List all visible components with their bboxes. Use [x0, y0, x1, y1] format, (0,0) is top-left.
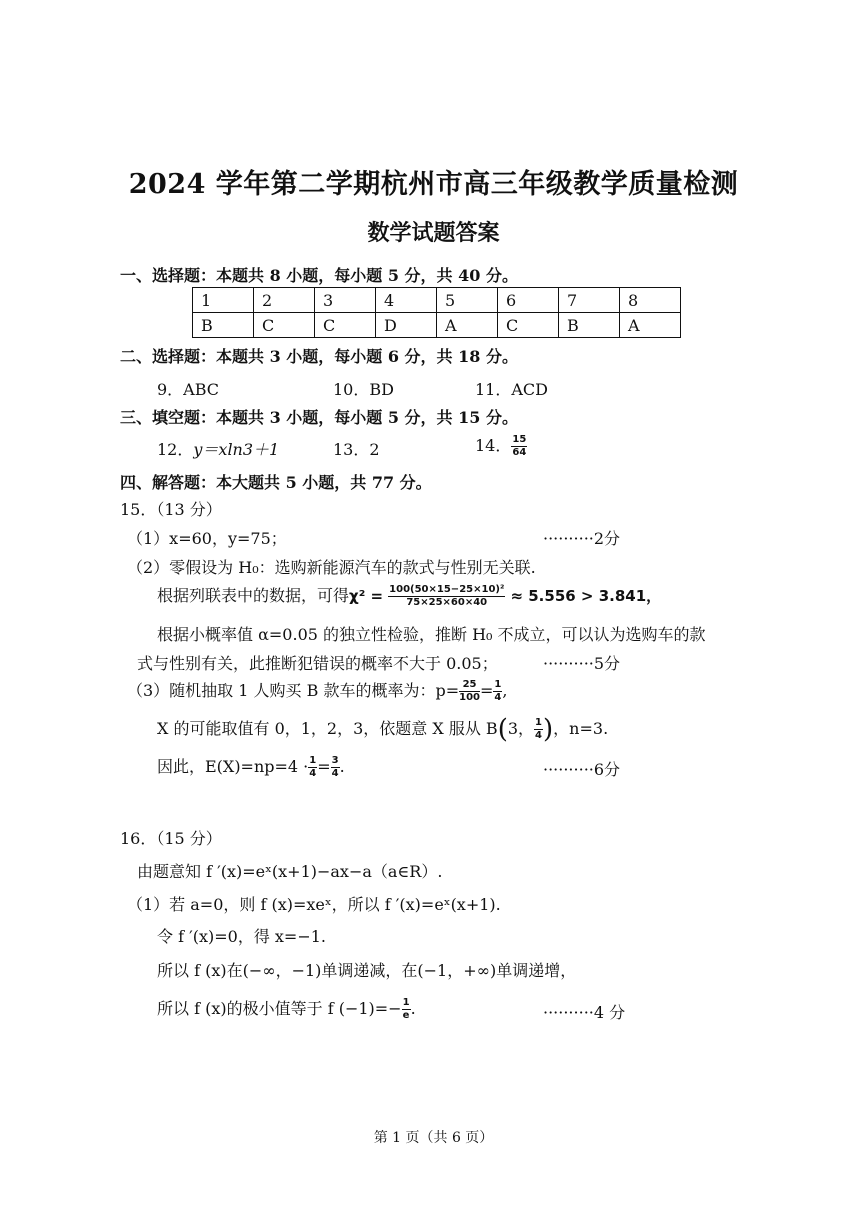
chi-prefix: 根据列联表中的数据，可得 [157, 586, 350, 605]
table-cell: 7 [559, 288, 620, 313]
table-cell: 8 [620, 288, 681, 313]
q15-part3-expectation: 因此，E(X)=np=4 · $\frac{1}{4}$ = $\frac{3}{4}$ . [157, 755, 345, 779]
q15-part2-test: 根据小概率值 α=0.05 的独立性检验，推断 H₀ 不成立，可以认为选购车的款 [157, 625, 706, 644]
table-cell: D [376, 313, 437, 338]
chi-result: ≈ 5.556 > 3.841， [510, 587, 662, 605]
q15-part2-hypothesis: （2）零假设为 H₀：选购新能源汽车的款式与性别无关联. [127, 558, 536, 577]
answer-q13: 13．2 [333, 440, 380, 459]
paren-open: ( [497, 714, 508, 745]
fraction: $\frac{1}{4}$ [535, 717, 543, 741]
page-subtitle: 数学试题答案 [367, 220, 500, 246]
table-row-numbers [193, 288, 681, 313]
q15-part1-score: ··········2分 [543, 529, 621, 548]
q15-part3-probability: （3）随机抽取 1 人购买 B 款车的概率为：p= $\frac{25}{100}$ = $\frac{1}{4}$ , [127, 679, 508, 703]
page-footer: 第 1 页（共 6 页） [373, 1130, 494, 1146]
q12-answer: y＝xln3＋1 [193, 440, 280, 459]
table-cell: 4 [376, 288, 437, 313]
q12-label: 12． [157, 440, 194, 459]
q16-part1-monotonic: 所以 f (x)在(−∞，−1)单调递减，在(−1，+∞)单调递增， [157, 961, 577, 980]
q16-part1-minimum: 所以 f (x)的极小值等于 f (−1)=− $\frac{1}{e}$ . [157, 997, 416, 1021]
q16-part1-score: ··········4 分 [543, 1003, 626, 1022]
table-cell: C [498, 313, 559, 338]
fraction: $\frac{1}{4}$ [494, 679, 502, 703]
answer-q12 [157, 437, 279, 460]
fraction: $\frac{1}{4}$ [309, 755, 317, 779]
table-cell: A [437, 313, 498, 338]
answer-q14 [475, 433, 527, 458]
q15-header: 15．（13 分） [120, 500, 222, 519]
q15-part1: （1）x=60，y=75； [127, 529, 287, 548]
q15-part2-conclusion: 式与性别有关，此推断犯错误的概率不大于 0.05； [137, 654, 498, 673]
table-cell: 3 [315, 288, 376, 313]
table-cell: 2 [254, 288, 315, 313]
table-row-answers [193, 313, 681, 338]
table-cell: 1 [193, 288, 254, 313]
table-cell: B [193, 313, 254, 338]
table-cell: B [559, 313, 620, 338]
q15-part3-score: ··········6分 [543, 760, 621, 779]
q15-part2-score: ··········5分 [543, 654, 621, 673]
section-2-heading: 二、选择题：本题共 3 小题，每小题 6 分，共 18 分。 [120, 347, 518, 366]
section-4-heading: 四、解答题：本大题共 5 小题，共 77 分。 [120, 473, 432, 492]
answer-q11: 11．ACD [475, 380, 548, 399]
q16-part1-critical: 令 f ′(x)=0，得 x=−1. [157, 927, 327, 946]
table-cell: C [315, 313, 376, 338]
chi-symbol: χ² = [349, 587, 384, 605]
answer-q10: 10．BD [333, 380, 394, 399]
answer-q9: 9．ABC [157, 380, 220, 399]
table-cell: 5 [437, 288, 498, 313]
q16-part1-case: （1）若 a=0，则 f (x)=xeˣ，所以 f ′(x)=eˣ(x+1). [127, 895, 501, 914]
fraction: $\frac{25}{100}$ [459, 679, 480, 703]
q14-fraction: $\frac{15}{64}$ [512, 434, 527, 458]
answer-table [192, 287, 681, 338]
q15-part3-distribution: X 的可能取值有 0，1，2，3，依题意 X 服从 B(3， $\frac{1}{4}$ )，n=3. [157, 714, 609, 745]
q16-header: 16．（15 分） [120, 829, 222, 848]
q15-part2-chi [157, 583, 661, 608]
fraction: $\frac{3}{4}$ [331, 755, 339, 779]
q16-intro: 由题意知 f ′(x)=eˣ(x+1)−ax−a（a∈R）. [137, 862, 443, 881]
page-title: 2024 学年第二学期杭州市高三年级教学质量检测 [128, 169, 739, 200]
section-3-heading: 三、填空题：本题共 3 小题，每小题 5 分，共 15 分。 [120, 408, 518, 427]
fraction: $\frac{1}{e}$ [402, 997, 410, 1021]
table-cell: A [620, 313, 681, 338]
table-cell: C [254, 313, 315, 338]
section-1-heading: 一、选择题：本题共 8 小题，每小题 5 分，共 40 分。 [120, 266, 518, 285]
chi-fraction: $\frac{\text{100(50×15−25×10)²}}{75\times 25\times 60\times 40}$ [389, 584, 505, 608]
paren-close: ) [543, 714, 554, 745]
table-cell: 6 [498, 288, 559, 313]
q14-label: 14． [475, 436, 512, 455]
